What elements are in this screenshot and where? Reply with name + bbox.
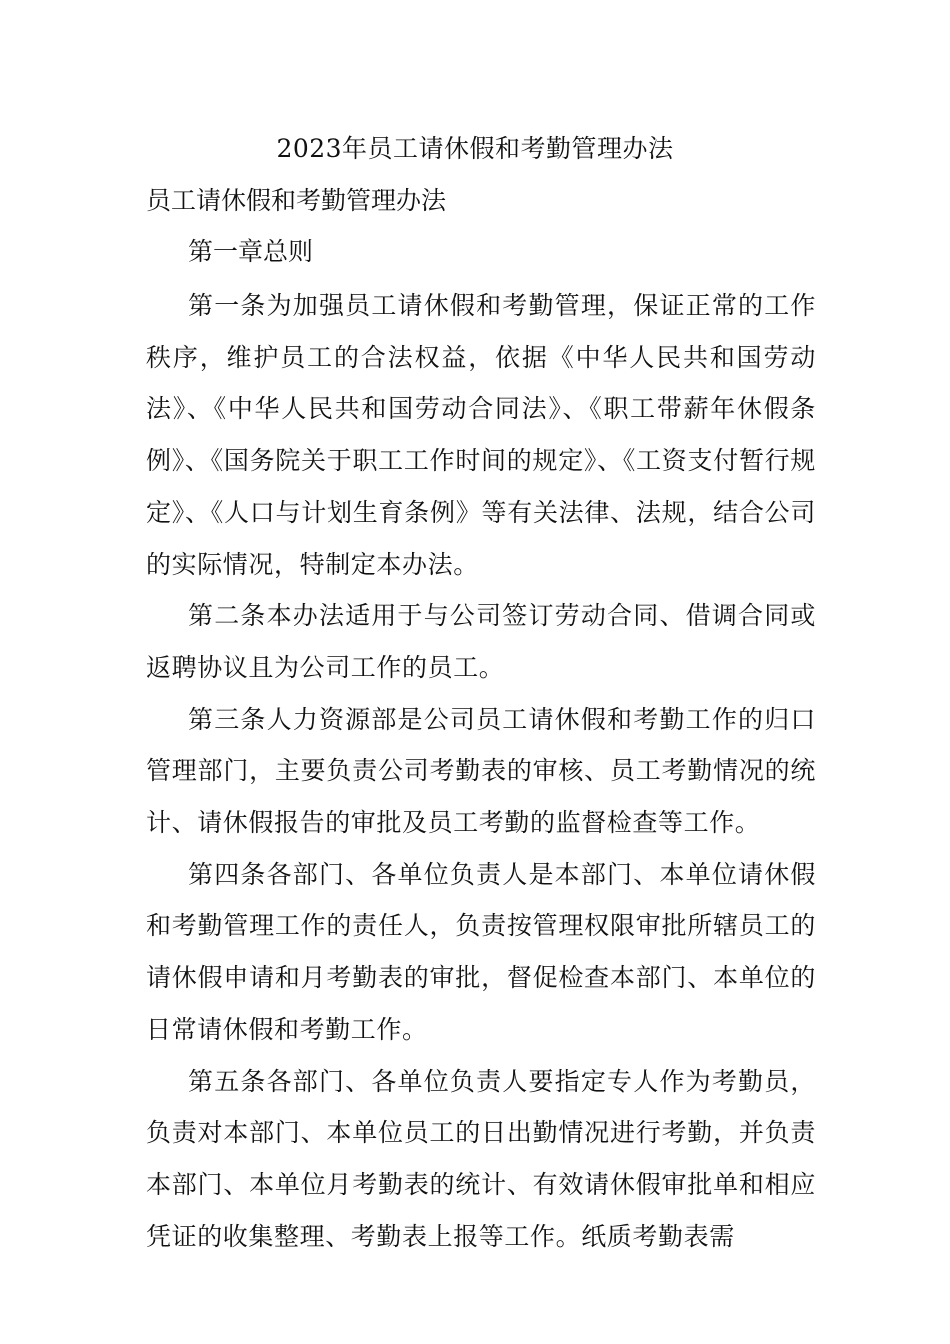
article-3-paragraph: 第三条人力资源部是公司员工请休假和考勤工作的归口管理部门，主要负责公司考勤表的审核、员工考勤情况的统计、请休假报告的审批及员工考勤的监督检查等工作。 xyxy=(146,704,816,838)
article-2-paragraph: 第二条本办法适用于与公司签订劳动合同、借调合同或返聘协议且为公司工作的员工。 xyxy=(146,601,816,682)
article-1-paragraph: 第一条为加强员工请休假和考勤管理，保证正常的工作秩序，维护员工的合法权益，依据《中华人民共和国劳动法》、《中华人民共和国劳动合同法》、《职工带薪年休假条例》、《国务院关于职工工作时间的规定》、《工资支付暂行规定》、《人口与计划生育条例》等有关法律、法规，结合公司的实际情况，特制定本办法。 xyxy=(146,291,816,579)
document-title: 2023年员工请休假和考勤管理办法 xyxy=(276,134,674,163)
document-body xyxy=(146,280,816,1262)
document-subtitle: 员工请休假和考勤管理办法 xyxy=(146,186,447,215)
article-5-paragraph: 第五条各部门、各单位负责人要指定专人作为考勤员，负责对本部门、本单位员工的日出勤情况进行考勤，并负责本部门、本单位月考勤表的统计、有效请休假审批单和相应凭证的收集整理、考勤表上报等工作。纸质考勤表需 xyxy=(146,1066,816,1251)
article-4-paragraph: 第四条各部门、各单位负责人是本部门、本单位请休假和考勤管理工作的责任人，负责按管理权限审批所辖员工的请休假申请和月考勤表的审批，督促检查本部门、本单位的日常请休假和考勤工作。 xyxy=(146,859,816,1044)
chapter-heading: 第一章总则 xyxy=(188,237,314,266)
